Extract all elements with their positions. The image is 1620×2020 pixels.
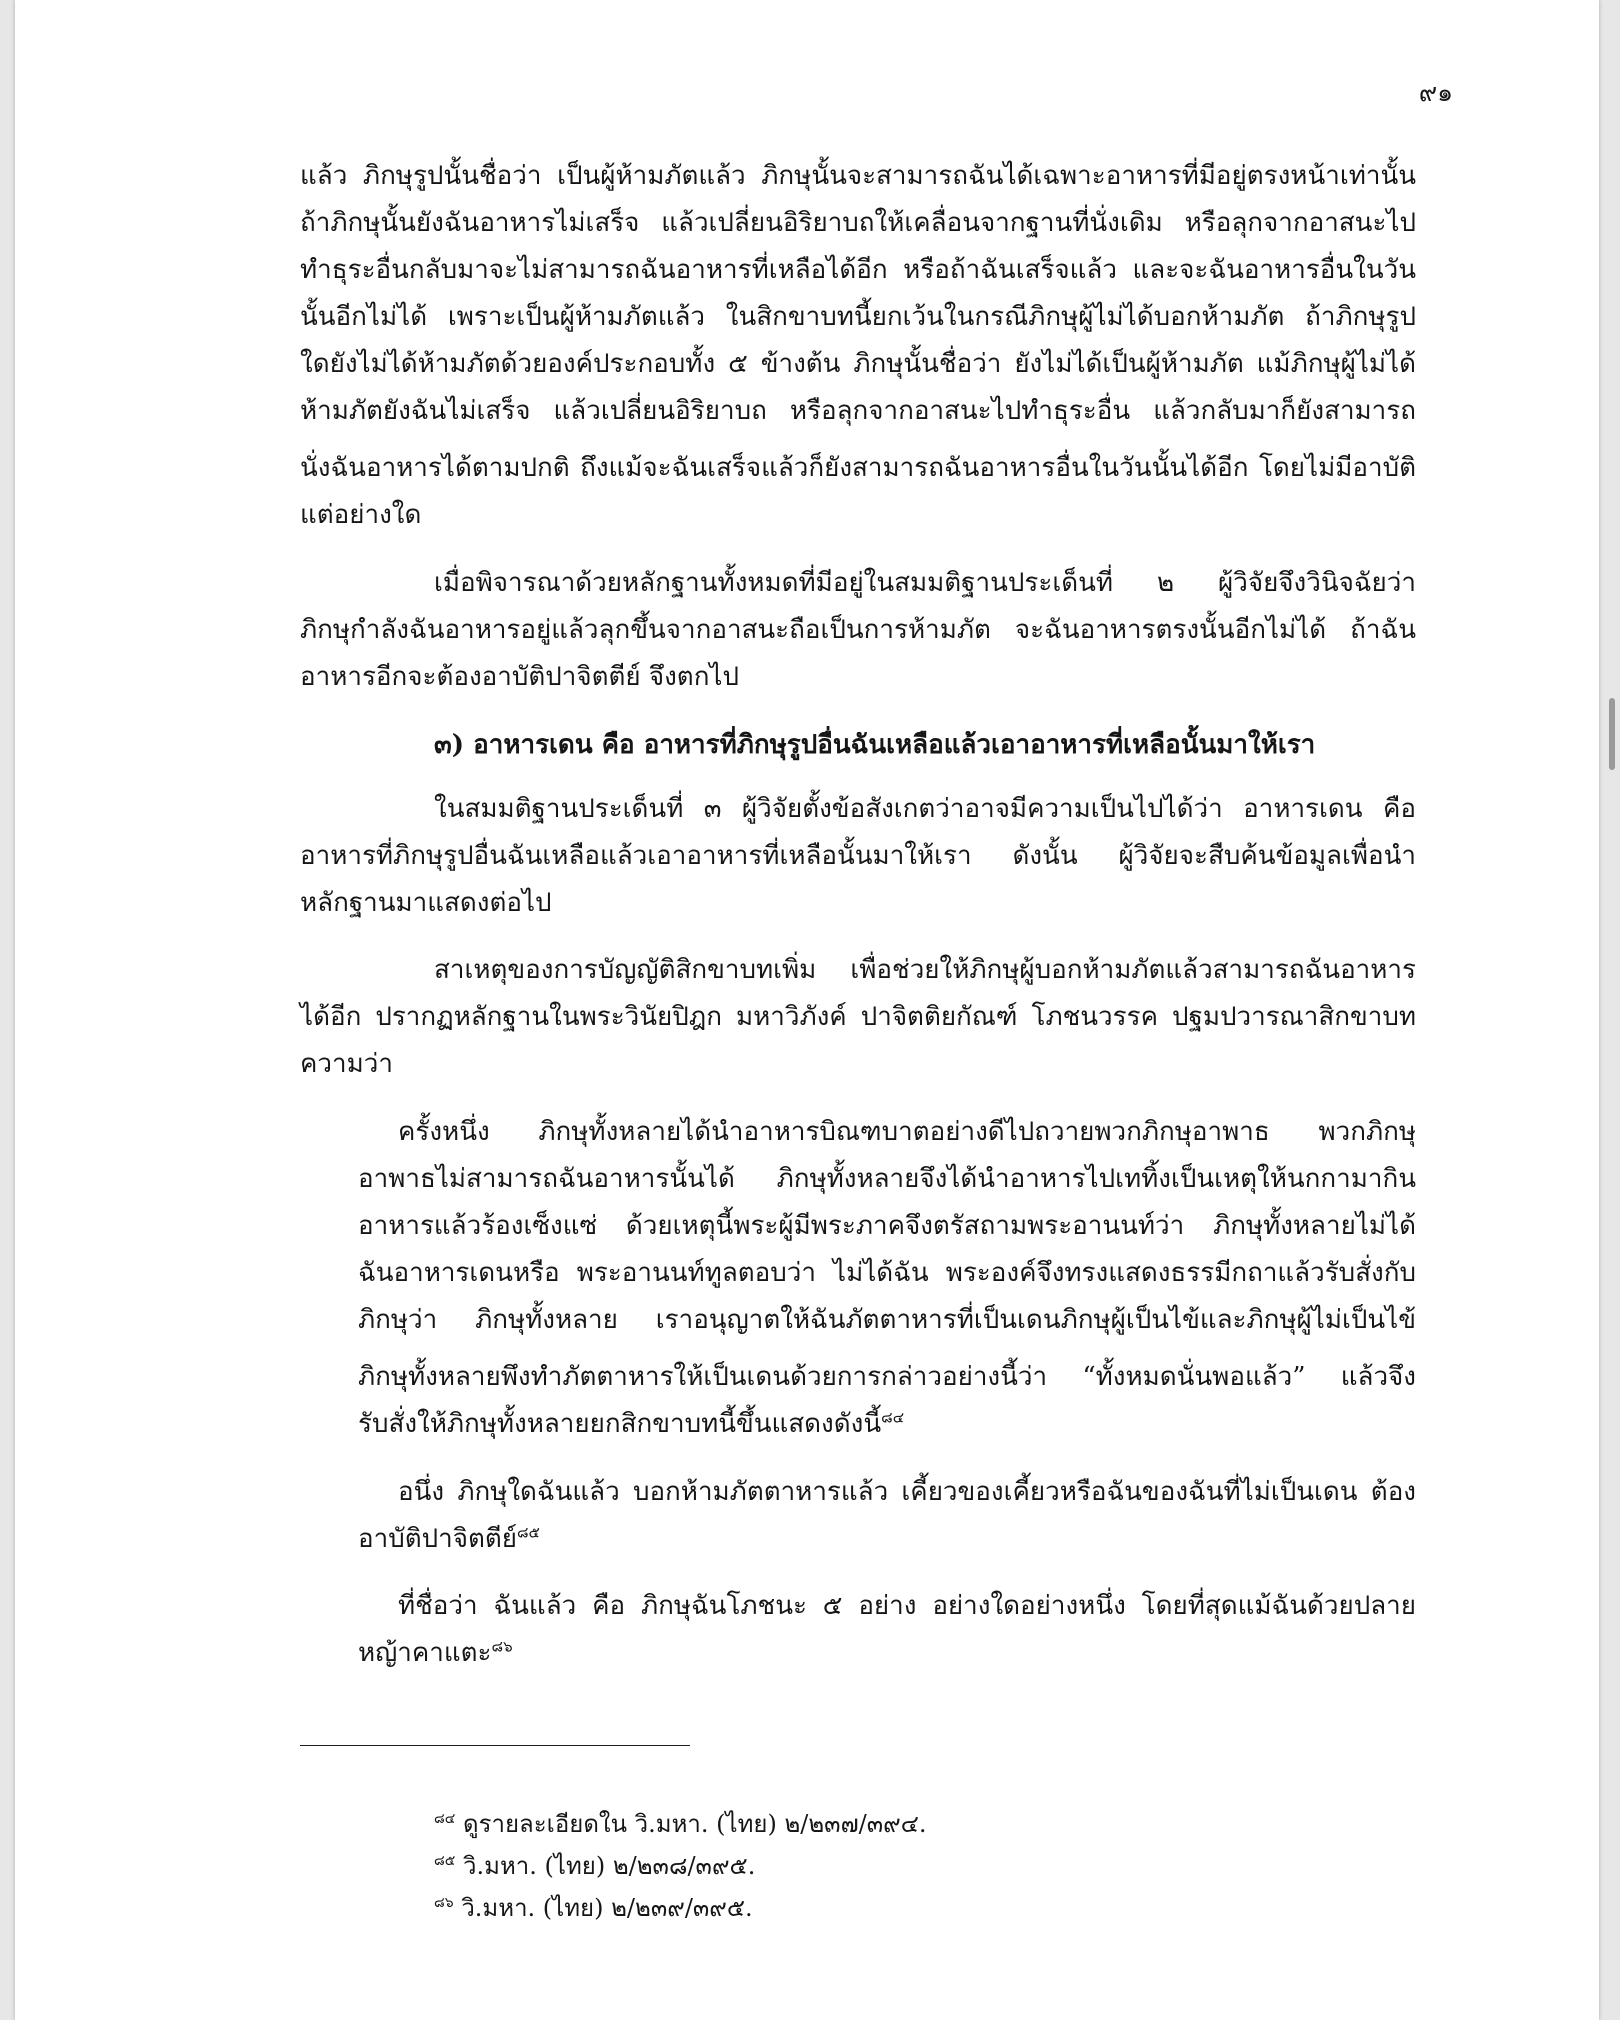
paragraph-line: นั้นอีกไม่ได้ เพราะเป็นผู้ห้ามภัตแล้ว ในสิกขาบทนี้ยกเว้นในกรณีภิกษุผู้ไม่ได้บอกห้ามภัต ถ้าภิกษุรูป <box>300 302 1416 332</box>
quote-line-text: หญ้าคาแตะ <box>358 1638 492 1668</box>
paragraph-line: ห้ามภัตยังฉันไม่เสร็จ แล้วเปลี่ยนอิริยาบถ หรือลุกจากอาสนะไปทำธุระอื่น แล้วกลับมาก็ยังสามารถ <box>300 396 1416 426</box>
quote-line: อาพาธไม่สามารถฉันอาหารนั้นได้ ภิกษุทั้งหลายจึงได้นำอาหารไปเททิ้งเป็นเหตุให้นกกามากิน <box>358 1164 1416 1194</box>
scrollbar-thumb[interactable] <box>1609 698 1615 770</box>
footnote-marker: ๘๔ <box>434 1811 456 1827</box>
footnote-text: วิ.มหา. (ไทย) ๒/๒๓๙/๓๙๕. <box>453 1894 753 1922</box>
footnote-reference[interactable]: ๘๔ <box>881 1408 905 1427</box>
quote-line: อนึ่ง ภิกษุใดฉันแล้ว บอกห้ามภัตตาหารแล้ว เคี้ยวของเคี้ยวหรือฉันของฉันที่ไม่เป็นเดน ต้อง <box>398 1477 1416 1507</box>
footnote-separator <box>300 1745 690 1746</box>
paragraph-line: แต่อย่างใด <box>300 500 422 530</box>
quote-line-text: อาบัติปาจิตตีย์ <box>358 1524 517 1554</box>
paragraph-line: ใดยังไม่ได้ห้ามภัตด้วยองค์ประกอบทั้ง ๕ ข้างต้น ภิกษุนั้นชื่อว่า ยังไม่ได้เป็นผู้ห้ามภัต แม้ภิกษุผู้ไม่ได้ <box>300 349 1416 379</box>
quote-line: อาหารแล้วร้องเซ็งแซ่ ด้วยเหตุนี้พระผู้มีพระภาคจึงตรัสถามพระอานนท์ว่า ภิกษุทั้งหลายไม่ได้ <box>358 1211 1416 1241</box>
footnote-marker: ๘๕ <box>434 1853 456 1869</box>
section-heading: ๓) อาหารเดน คือ อาหารที่ภิกษุรูปอื่นฉันเหลือแล้วเอาอาหารที่เหลือนั้นมาให้เรา <box>434 730 1316 760</box>
paragraph-line: ความว่า <box>300 1049 393 1079</box>
quote-line: ฉันอาหารเดนหรือ พระอานนท์ทูลตอบว่า ไม่ได้ฉัน พระองค์จึงทรงแสดงธรรมีกถาแล้วรับสั่งกับ <box>358 1258 1416 1288</box>
footnote-reference[interactable]: ๘๖ <box>491 1637 513 1656</box>
quote-line-text: รับสั่งให้ภิกษุทั้งหลายยกสิกขาบทนี้ขึ้นแสดงดังนี้ <box>358 1409 882 1439</box>
paragraph-line: ในสมมติฐานประเด็นที่ ๓ ผู้วิจัยตั้งข้อสังเกตว่าอาจมีความเป็นไปได้ว่า อาหารเดน คือ <box>434 794 1416 824</box>
footnote-text: ดูรายละเอียดใน วิ.มหา. (ไทย) ๒/๒๓๗/๓๙๔. <box>455 1810 927 1838</box>
paragraph-line: ได้อีก ปรากฏหลักฐานในพระวินัยปิฎก มหาวิภังค์ ปาจิตติยกัณฑ์ โภชนวรรค ปฐมปวารณาสิกขาบท <box>300 1002 1416 1032</box>
paragraph-line: หลักฐานมาแสดงต่อไป <box>300 888 552 918</box>
footnote-reference[interactable]: ๘๕ <box>516 1523 540 1542</box>
quote-line <box>358 1519 1416 1559</box>
quote-line: ครั้งหนึ่ง ภิกษุทั้งหลายได้นำอาหารบิณฑบาตอย่างดีไปถวายพวกภิกษุอาพาธ พวกภิกษุ <box>398 1117 1416 1147</box>
paragraph-line: สาเหตุของการบัญญัติสิกขาบทเพิ่ม เพื่อช่วยให้ภิกษุผู้บอกห้ามภัตแล้วสามารถฉันอาหาร <box>434 955 1416 985</box>
footnote-marker: ๘๖ <box>434 1895 454 1911</box>
paragraph-line: อาหารอีกจะต้องอาบัติปาจิตตีย์ จึงตกไป <box>300 662 740 692</box>
quote-line: ภิกษุทั้งหลายพึงทำภัตตาหารให้เป็นเดนด้วยการกล่าวอย่างนี้ว่า “ทั้งหมดนั่นพอแล้ว” แล้วจึง <box>358 1362 1416 1392</box>
page-number: ๙๑ <box>1418 78 1453 107</box>
footnote <box>434 1892 753 1924</box>
paragraph-line: ถ้าภิกษุนั้นยังฉันอาหารไม่เสร็จ แล้วเปลี่ยนอิริยาบถให้เคลื่อนจากฐานที่นั่งเดิม หรือลุกจากอาสนะไป <box>300 208 1416 238</box>
quote-line <box>358 1633 1416 1673</box>
footnote <box>434 1850 755 1882</box>
quote-line: ที่ชื่อว่า ฉันแล้ว คือ ภิกษุฉันโภชนะ ๕ อย่าง อย่างใดอย่างหนึ่ง โดยที่สุดแม้ฉันด้วยปลาย <box>398 1591 1416 1621</box>
footnote-text: วิ.มหา. (ไทย) ๒/๒๓๘/๓๙๕. <box>455 1852 756 1880</box>
paragraph-line: เมื่อพิจารณาด้วยหลักฐานทั้งหมดที่มีอยู่ในสมมติฐานประเด็นที่ ๒ ผู้วิจัยจึงวินิจฉัยว่า <box>434 568 1416 598</box>
paragraph-line: ภิกษุกำลังฉันอาหารอยู่แล้วลุกขึ้นจากอาสนะถือเป็นการห้ามภัต จะฉันอาหารตรงนั้นอีกไม่ได้ ถ้าฉัน <box>300 615 1416 645</box>
paragraph-line: อาหารที่ภิกษุรูปอื่นฉันเหลือแล้วเอาอาหารที่เหลือนั้นมาให้เรา ดังนั้น ผู้วิจัยจะสืบค้นข้อมูลเพื่อนำ <box>300 841 1416 871</box>
paragraph-line: แล้ว ภิกษุรูปนั้นชื่อว่า เป็นผู้ห้ามภัตแล้ว ภิกษุนั้นจะสามารถฉันได้เฉพาะอาหารที่มีอยู่ตรงหน้าเท่านั้น <box>300 161 1416 191</box>
quote-line <box>358 1404 1416 1444</box>
footnote <box>434 1808 927 1840</box>
paragraph-line: ทำธุระอื่นกลับมาจะไม่สามารถฉันอาหารที่เหลือได้อีก หรือถ้าฉันเสร็จแล้ว และจะฉันอาหารอื่นในวัน <box>300 255 1416 285</box>
paragraph-line: นั่งฉันอาหารได้ตามปกติ ถึงแม้จะฉันเสร็จแล้วก็ยังสามารถฉันอาหารอื่นในวันนั้นได้อีก โดยไม่มีอาบัติ <box>300 453 1416 483</box>
quote-line: ภิกษุว่า ภิกษุทั้งหลาย เราอนุญาตให้ฉันภัตตาหารที่เป็นเดนภิกษุผู้เป็นไข้และภิกษุผู้ไม่เป็นไข้ <box>358 1305 1416 1335</box>
